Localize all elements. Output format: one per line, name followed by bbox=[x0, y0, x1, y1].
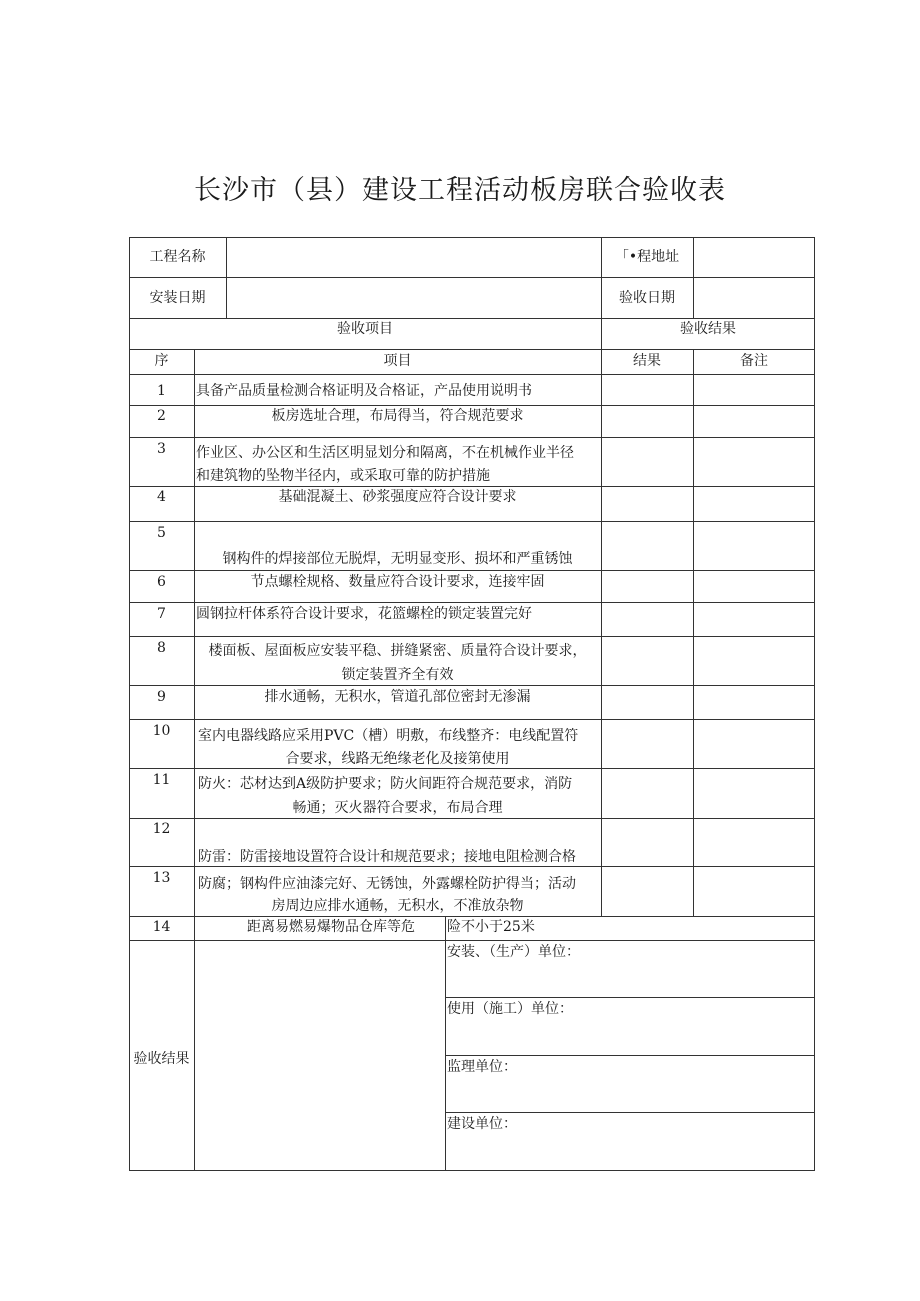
row-divider bbox=[129, 486, 815, 487]
item-number: 14 bbox=[152, 919, 171, 935]
row-divider bbox=[129, 277, 815, 278]
unit-divider bbox=[445, 1112, 815, 1113]
item-text: 室内电器线路应采用PVC（槽）明敷，布线整齐：电线配置符 bbox=[198, 728, 579, 744]
item-number: 10 bbox=[152, 723, 171, 739]
item-number: 1 bbox=[157, 383, 166, 399]
row-divider bbox=[129, 818, 815, 819]
install-unit-label: 安装、（生产）单位： bbox=[447, 944, 580, 960]
row-divider bbox=[129, 685, 815, 686]
row-divider bbox=[129, 374, 815, 375]
unit-divider bbox=[445, 1055, 815, 1056]
item-text: 和建筑物的坠物半径内，或采取可靠的防护措施 bbox=[196, 468, 490, 484]
row-divider bbox=[129, 940, 815, 941]
row-divider bbox=[129, 602, 815, 603]
item-text: 节点螺栓规格、数量应符合设计要求，连接牢固 bbox=[250, 574, 545, 590]
acceptance-result-label: 验收结果 bbox=[133, 1051, 190, 1067]
unit-divider bbox=[445, 997, 815, 998]
page-title: 长沙市（县）建设工程活动板房联合验收表 bbox=[194, 175, 726, 206]
table-border-right bbox=[814, 237, 815, 1171]
column-header-item: 项目 bbox=[383, 353, 412, 369]
owner-unit-label: 建设单位： bbox=[447, 1116, 517, 1132]
item-number: 5 bbox=[157, 525, 166, 541]
item-text: 排水通畅，无积水，管道孔部位密封无渗漏 bbox=[264, 689, 531, 705]
project-address-label: 「•程地址 bbox=[614, 249, 680, 265]
table-border-top bbox=[129, 237, 815, 238]
row-divider bbox=[129, 349, 815, 350]
item-text: 防火：芯材达到A级防护要求；防火间距符合规范要求，消防 bbox=[198, 776, 573, 792]
item-text: 楼面板、屋面板应安装平稳、拼缝紧密、质量符合设计要求， bbox=[208, 643, 587, 659]
column-divider bbox=[601, 237, 602, 916]
item-text: 合要求，线路无绝缘老化及接第使用 bbox=[285, 751, 510, 767]
item-text: 距离易燃易爆物品仓库等危 bbox=[247, 919, 415, 935]
item-text: 防腐；钢构件应油漆完好、无锈蚀，外露螺栓防护得当；活动 bbox=[198, 876, 576, 892]
item-text: 畅通；灭火器符合要求，布局合理 bbox=[292, 800, 503, 816]
item-text: 基础混凝土、砂浆强度应符合设计要求 bbox=[278, 489, 517, 505]
row-divider bbox=[129, 570, 815, 571]
item-number: 13 bbox=[152, 870, 171, 886]
item-number: 8 bbox=[157, 640, 166, 656]
row-divider bbox=[129, 916, 815, 917]
column-divider bbox=[226, 237, 227, 318]
row-divider bbox=[129, 719, 815, 720]
item-number: 3 bbox=[157, 441, 166, 457]
item-number: 11 bbox=[152, 772, 171, 788]
column-header-seq: 序 bbox=[154, 353, 169, 369]
column-divider bbox=[693, 237, 694, 318]
row-divider bbox=[129, 521, 815, 522]
column-header-result: 结果 bbox=[633, 353, 661, 369]
item-text: 险不小于25米 bbox=[447, 919, 535, 935]
item-number: 4 bbox=[157, 489, 166, 505]
column-divider bbox=[445, 916, 446, 1171]
item-number: 9 bbox=[157, 689, 166, 705]
row-divider bbox=[129, 866, 815, 867]
item-text: 防雷：防雷接地设置符合设计和规范要求；接地电阻检测合格 bbox=[198, 849, 576, 865]
row-divider bbox=[129, 437, 815, 438]
row-divider bbox=[129, 636, 815, 637]
construction-unit-label: 使用（施工）单位： bbox=[447, 1001, 573, 1017]
item-text: 作业区、办公区和生活区明显划分和隔离，不在机械作业半径 bbox=[196, 445, 574, 461]
acceptance-form-table bbox=[129, 237, 815, 1171]
supervision-unit-label: 监理单位： bbox=[447, 1059, 517, 1075]
item-text: 圆钢拉杆体系符合设计要求，花篮螺栓的锁定装置完好 bbox=[196, 606, 532, 622]
row-divider bbox=[129, 768, 815, 769]
item-number: 12 bbox=[152, 821, 171, 837]
item-number: 2 bbox=[157, 408, 166, 424]
item-number: 6 bbox=[157, 574, 166, 590]
table-border-bottom bbox=[129, 1170, 815, 1171]
column-divider bbox=[693, 349, 694, 916]
item-text: 钢构件的焊接部位无脱焊，无明显变形、损坏和严重锈蚀 bbox=[222, 551, 573, 567]
items-section-heading: 验收项目 bbox=[337, 321, 393, 337]
accept-date-label: 验收日期 bbox=[619, 290, 675, 306]
item-text: 房周边应排水通畅，无积水，不准放杂物 bbox=[271, 898, 524, 914]
item-number: 7 bbox=[157, 606, 166, 622]
item-text: 板房选址合理，布局得当，符合规范要求 bbox=[271, 408, 524, 424]
results-section-heading: 验收结果 bbox=[680, 321, 736, 337]
project-name-label: 工程名称 bbox=[149, 249, 206, 265]
install-date-label: 安装日期 bbox=[149, 290, 206, 306]
item-text: 锁定装置齐全有效 bbox=[341, 667, 454, 683]
row-divider bbox=[129, 405, 815, 406]
column-header-note: 备注 bbox=[740, 353, 768, 369]
row-divider bbox=[129, 318, 815, 319]
item-text: 具备产品质量检测合格证明及合格证，产品使用说明书 bbox=[196, 383, 532, 399]
